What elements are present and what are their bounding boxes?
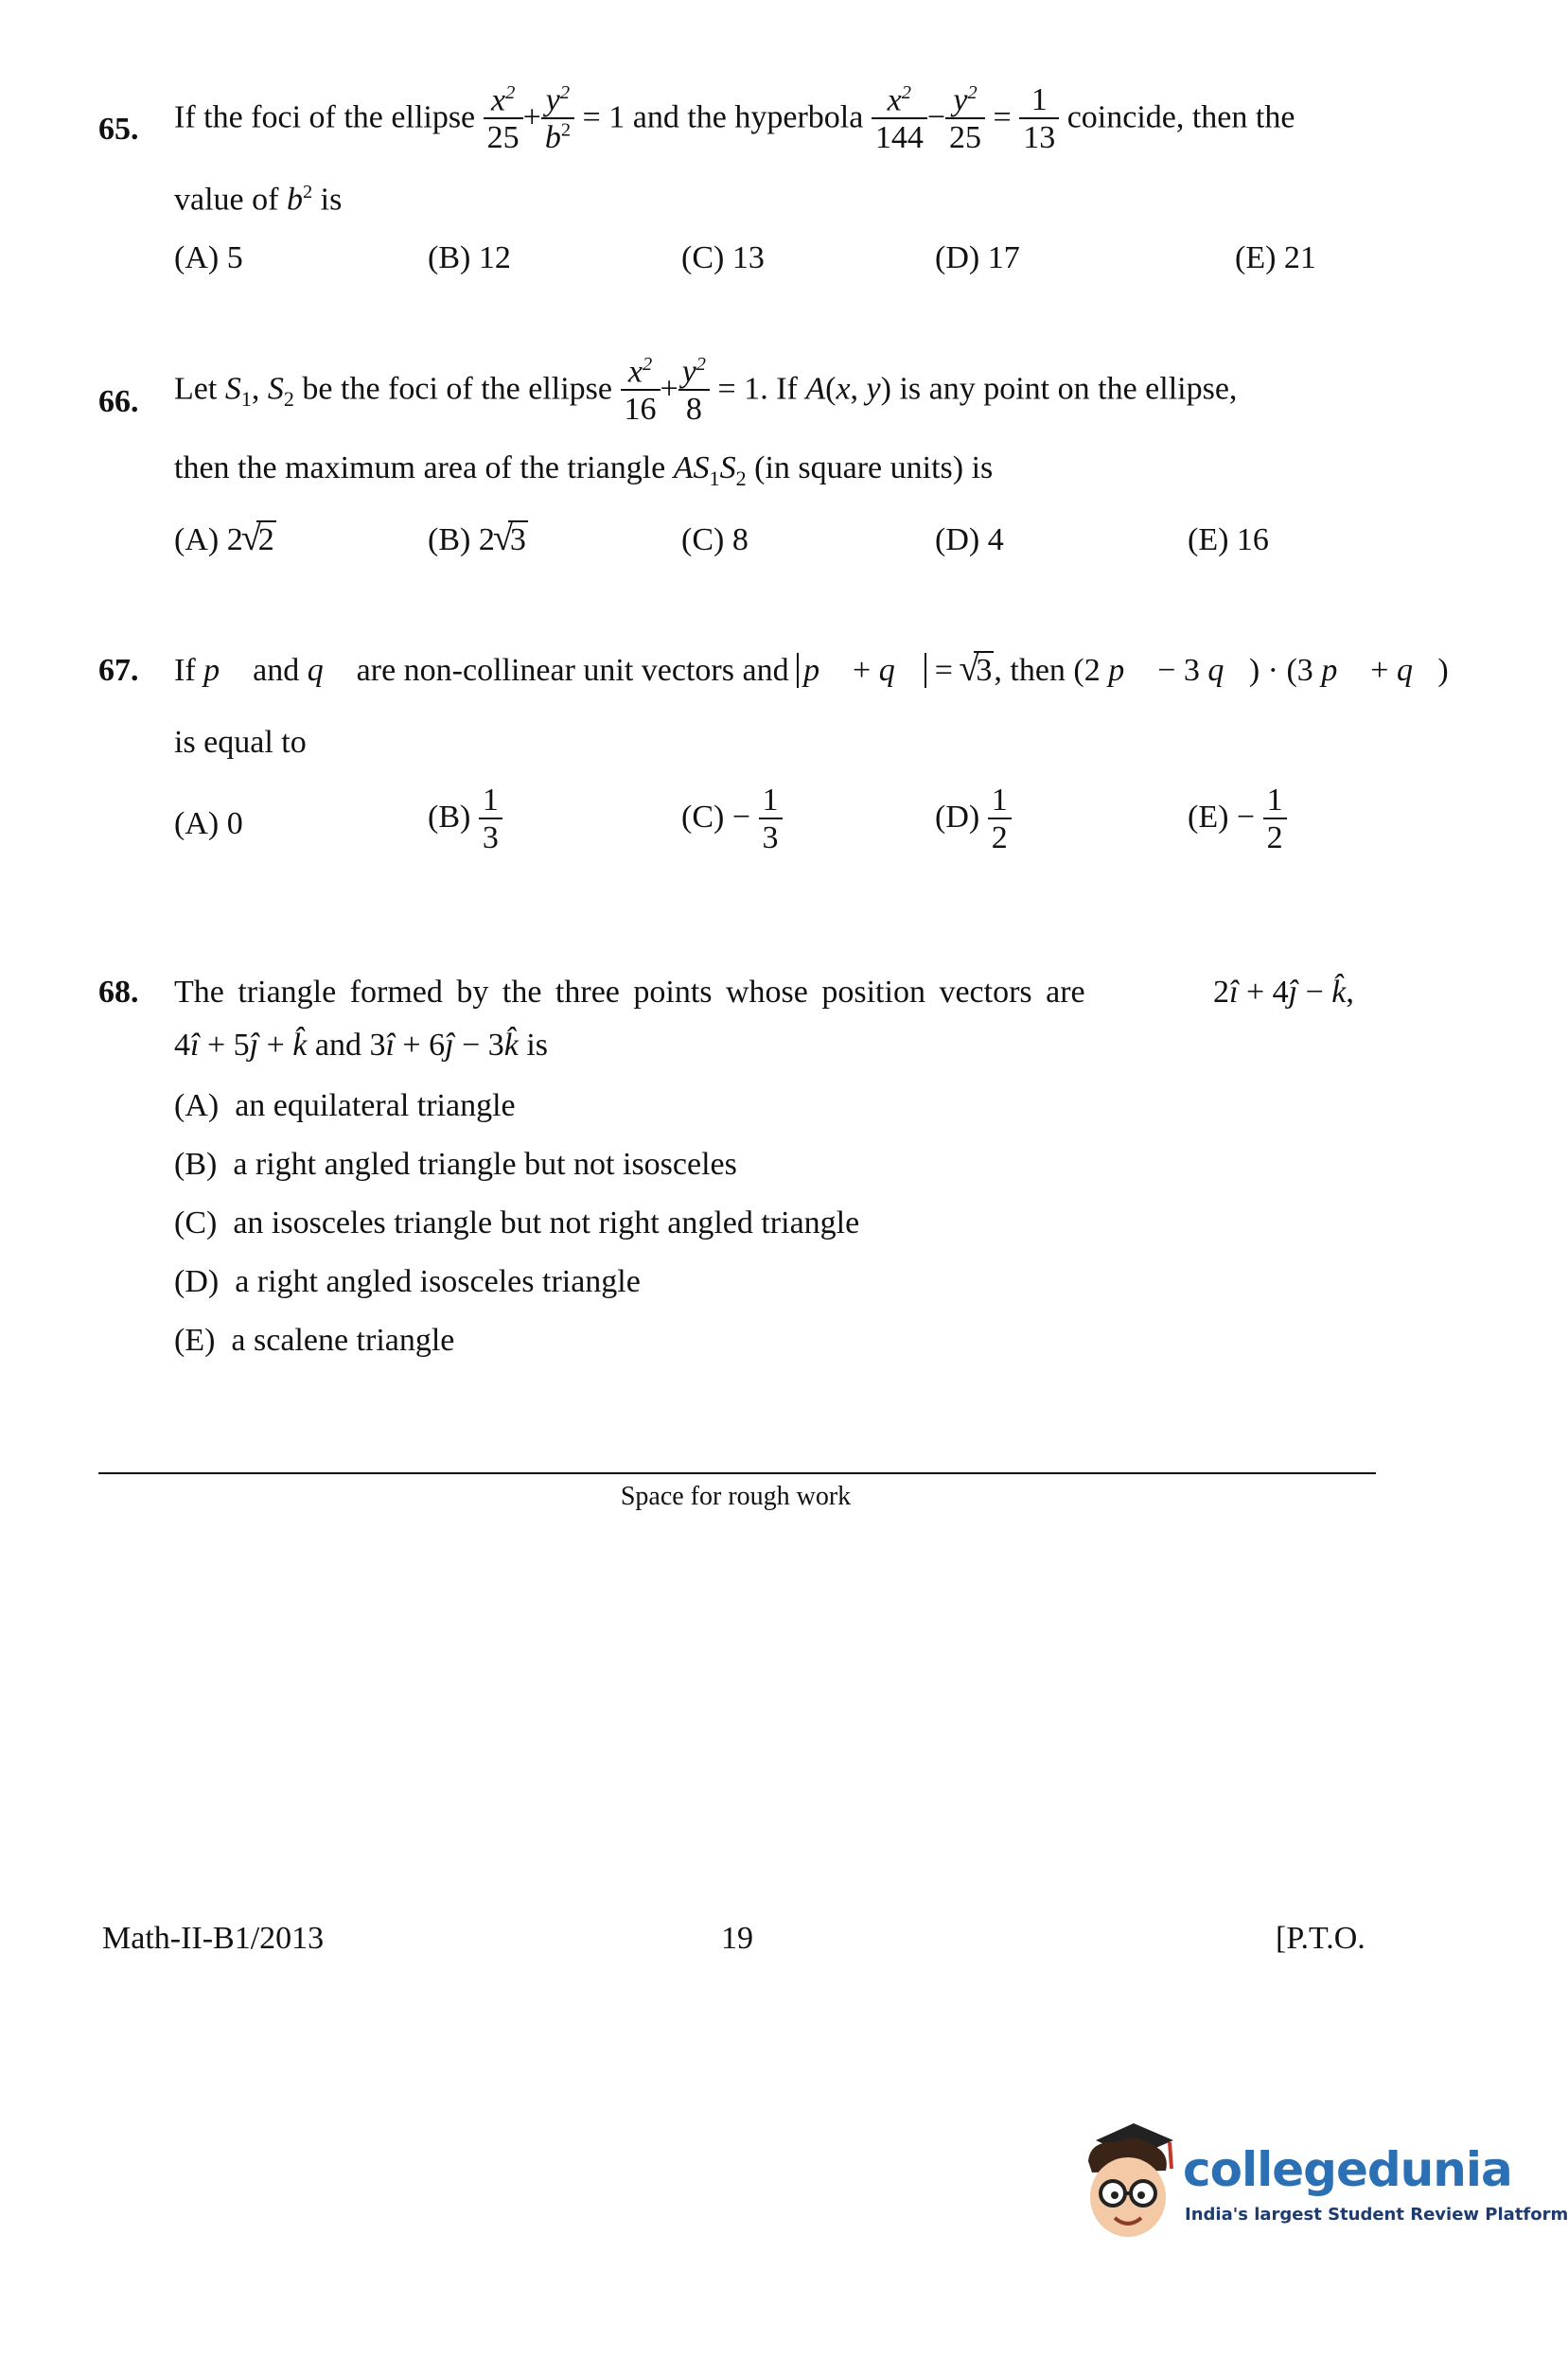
question-67-option-b[interactable]: (B) $\frac{1}{3}$: [428, 783, 502, 856]
question-65-text-a: If the foci of the ellipse: [174, 99, 476, 135]
question-67-option-e[interactable]: (E) − $\frac{1}{2}$: [1188, 783, 1287, 856]
question-65-line1: If the foci of the ellipse $\frac{x^2}{25}$ + $\frac{y^2}{b^2}$ = 1 and the hyperbola $\frac{x^2}{144}$ − $\frac{y^2}{25}$ = $\frac{1}{13}$ coincide, then the: [174, 82, 1295, 156]
question-68-option-d[interactable]: (D) a right angled isosceles triangle: [174, 1264, 641, 1299]
question-68-option-e[interactable]: (E) a scalene triangle: [174, 1323, 455, 1358]
mascot-icon: [1079, 2120, 1183, 2252]
logo-brand-text: collegedunia: [1183, 2142, 1512, 2197]
question-68-number: 68.: [98, 975, 139, 1010]
question-67-option-c[interactable]: (C) − $\frac{1}{3}$: [681, 783, 783, 856]
question-65-number: 65.: [98, 112, 139, 147]
question-67-option-c-label: (C) −: [681, 800, 750, 836]
hyperbola-term-y: $\frac{y^2}{25}$: [945, 83, 985, 156]
question-67-option-d[interactable]: (D) $\frac{1}{2}$: [935, 783, 1012, 856]
ellipse-term-x: $\frac{x^2}{25}$: [484, 83, 523, 156]
question-66-option-a-label: (A): [174, 522, 220, 557]
question-68-option-a[interactable]: (A) an equilateral triangle: [174, 1088, 516, 1123]
question-66-option-b[interactable]: (B) 2√ 3: [428, 522, 528, 558]
question-68-vector-1: 2î + 4ĵ − k̂,: [1213, 975, 1354, 1010]
question-67-option-a[interactable]: (A) 0: [174, 806, 243, 841]
question-67-text-b: and: [253, 653, 300, 688]
question-65-text-d: value of: [174, 182, 279, 218]
question-68-line1: The triangle formed by the three points whose position vectors are: [174, 975, 1085, 1010]
question-66-text-f: (in square units) is: [754, 450, 994, 485]
question-66-line1: Let $S_1$, $S_2$ be the foci of the ellipse $\frac{x^2}{16}$ + $\frac{y^2}{8}$ = 1. If A(x, y) is any point on the ellipse,: [174, 354, 1238, 428]
question-66-text-e: then the maximum area of the triangle: [174, 450, 666, 485]
question-68-option-c[interactable]: (C) an isosceles triangle but not right angled triangle: [174, 1205, 860, 1240]
question-68-text-b: and: [314, 1028, 361, 1063]
ellipse2-term-x: $\frac{x^2}{16}$: [621, 355, 661, 428]
question-65-option-e[interactable]: (E) 21: [1235, 240, 1316, 275]
question-65-line2: value of $b^2$ is: [174, 182, 343, 218]
question-65-text-b: and the hyperbola: [632, 99, 864, 135]
question-66-option-d[interactable]: (D) 4: [935, 522, 1004, 557]
question-66-text-b: be the foci of the ellipse: [302, 371, 613, 407]
question-68-line2: 4î + 5ĵ + k̂ and 3î + 6ĵ − 3k̂ is: [174, 1028, 549, 1063]
question-65-option-a[interactable]: (A) 5: [174, 240, 243, 275]
hyperbola-term-x: $\frac{x^2}{144}$: [872, 83, 927, 156]
question-66-option-e[interactable]: (E) 16: [1188, 522, 1269, 557]
question-65-option-c[interactable]: (C) 13: [681, 240, 765, 275]
question-66-number: 66.: [98, 384, 139, 419]
question-67-text-d: , then: [994, 653, 1066, 688]
question-65-option-b[interactable]: (B) 12: [428, 240, 511, 275]
question-65-text-e: is: [320, 182, 343, 218]
collegedunia-logo: [1079, 2120, 1568, 2252]
question-68-option-b[interactable]: (B) a right angled triangle but not isosceles: [174, 1147, 737, 1182]
question-66-option-c[interactable]: (C) 8: [681, 522, 749, 557]
question-66-option-b-label: (B): [428, 522, 471, 557]
footer-pto: [P.T.O.: [1276, 1921, 1365, 1956]
question-68-text-c: is: [526, 1028, 549, 1063]
question-67-text-c: are non-collinear unit vectors and: [356, 653, 789, 688]
question-66-option-a[interactable]: (A) 2√ 2: [174, 522, 276, 558]
question-66-text-c: . If: [760, 371, 798, 407]
footer-page-number: 19: [721, 1921, 753, 1956]
question-66-line2: then the maximum area of the triangle $AS_1S_2$ (in square units) is: [174, 450, 994, 490]
question-65-option-d[interactable]: (D) 17: [935, 240, 1020, 275]
question-66-text-a: Let: [174, 371, 218, 407]
question-66-text-d: is any point on the ellipse,: [899, 371, 1238, 407]
question-67-option-e-label: (E) −: [1188, 800, 1256, 836]
ellipse-term-y: $\frac{y^2}{b^2}$: [541, 83, 574, 156]
logo-tagline: India's largest Student Review Platform: [1185, 2205, 1568, 2225]
question-65-text-c: coincide, then the: [1066, 99, 1295, 135]
question-67-line1: If p⃗ and q⃗ are non-collinear unit vectors and p⃗ + q⃗ = √ 3, then (2 p⃗ − 3 q⃗) · (3 p⃗ + q⃗): [174, 653, 1449, 689]
question-67-text-a: If: [174, 653, 196, 688]
footer-code: Math-II-B1/2013: [102, 1921, 325, 1956]
question-67-number: 67.: [98, 653, 139, 688]
rough-work-divider: [98, 1472, 1376, 1474]
rough-work-label: Space for rough work: [620, 1482, 852, 1511]
question-67-line2: is equal to: [174, 725, 307, 760]
ellipse2-term-y: $\frac{y^2}{8}$: [678, 355, 710, 428]
hyperbola-rhs: $\frac{1}{13}$: [1019, 83, 1059, 156]
question-67-option-b-label: (B): [428, 800, 471, 836]
question-67-option-d-label: (D): [935, 800, 980, 836]
